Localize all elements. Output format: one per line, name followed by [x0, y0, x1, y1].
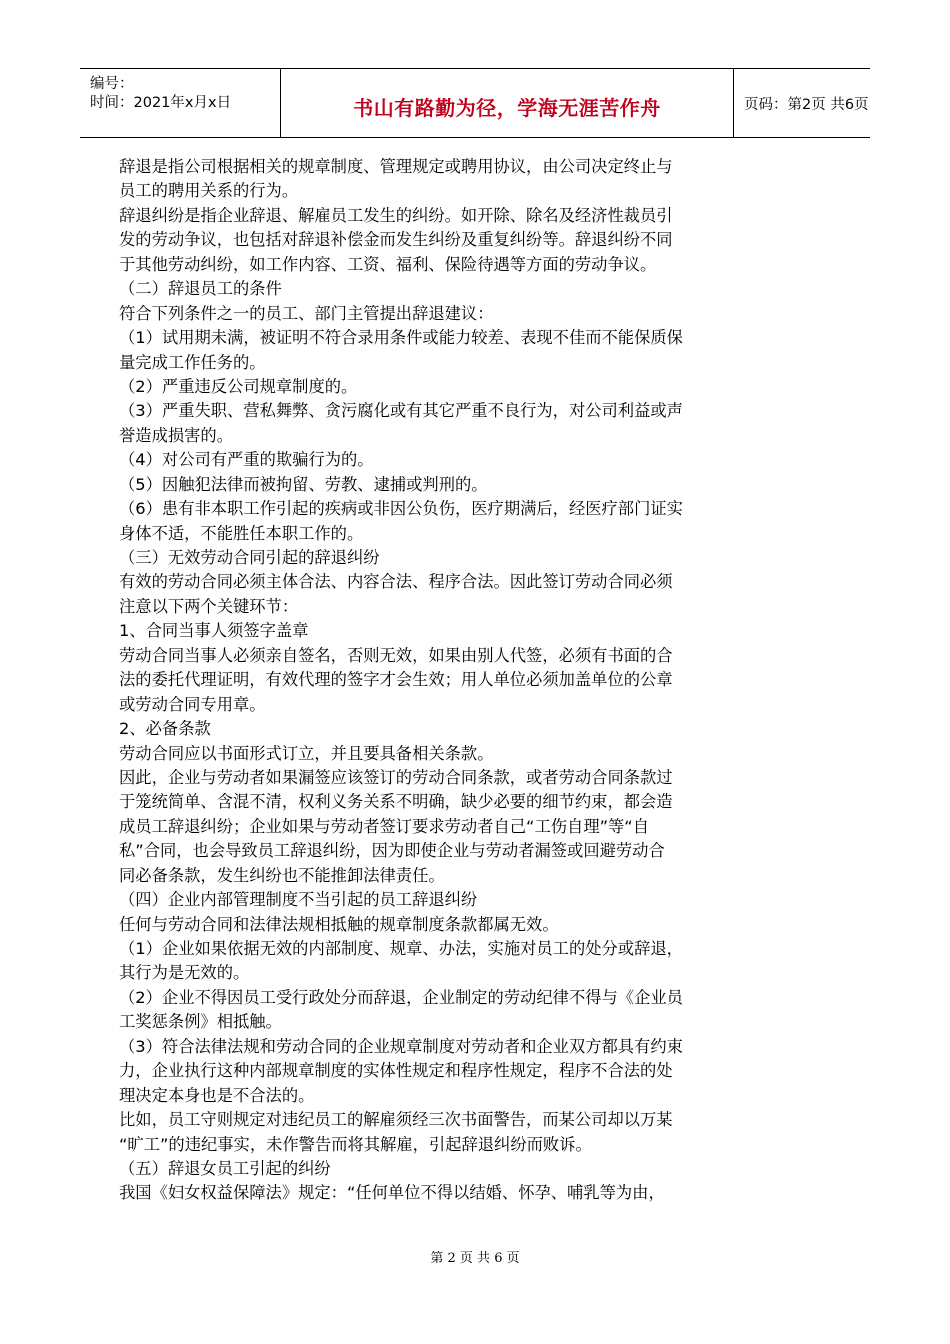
body-text-line: 辞退纠纷是指企业辞退、解雇员工发生的纠纷。如开除、除名及经济性裁员引 [119, 205, 673, 225]
body-text-line: （5）因触犯法律而被拘留、劳教、逮捕或判刑的。 [119, 474, 488, 494]
body-text-line: 2、必备条款 [119, 719, 211, 739]
body-text-line: 量完成工作任务的。 [119, 352, 266, 372]
body-text-line: （五）辞退女员工引起的纠纷 [119, 1158, 331, 1178]
body-text-line: （2）企业不得因员工受行政处分而辞退，企业制定的劳动纪律不得与《企业员 [119, 987, 683, 1007]
page-header [80, 68, 870, 138]
body-text-line: 因此，企业与劳动者如果漏签应该签订的劳动合同条款，或者劳动合同条款过 [119, 767, 673, 787]
document-number-label: 编号： [90, 76, 134, 92]
body-text-line: （4）对公司有严重的欺骗行为的。 [119, 450, 374, 470]
body-text-line: 或劳动合同专用章。 [119, 694, 266, 714]
document-time-label: 时间：2021年x月x日 [90, 95, 232, 111]
body-text-line: 同必备条款，发生纠纷也不能推卸法律责任。 [119, 865, 445, 885]
header-info-cell [80, 69, 281, 137]
body-text-line: 任何与劳动合同和法律法规相抵触的规章制度条款都属无效。 [119, 914, 559, 934]
body-text-line: 劳动合同当事人必须亲自签名，否则无效，如果由别人代签，必须有书面的合 [119, 645, 673, 665]
body-text-line: （1）试用期未满，被证明不符合录用条件或能力较差、表现不佳而不能保质保 [119, 328, 683, 348]
page-footer: 第 2 页 共 6 页 [430, 1251, 520, 1266]
body-text-line: （3）严重失职、营私舞弊、贪污腐化或有其它严重不良行为，对公司利益或声 [119, 401, 683, 421]
body-text-line: （6）患有非本职工作引起的疾病或非因公负伤，医疗期满后，经医疗部门证实 [119, 499, 683, 519]
body-text-line: （四）企业内部管理制度不当引起的员工辞退纠纷 [119, 890, 478, 910]
body-text-line: 理决定本身也是不合法的。 [119, 1085, 315, 1105]
body-text-line: 誉造成损害的。 [119, 425, 233, 445]
body-text-line: 于笼统简单、含混不清，权利义务关系不明确，缺少必要的细节约束，都会造 [119, 792, 673, 812]
body-text-line: 我国《妇女权益保障法》规定：“任何单位不得以结婚、怀孕、哺乳等为由， [119, 1183, 665, 1203]
header-page-cell [734, 69, 870, 137]
document-body [119, 155, 809, 1206]
body-text-line: 符合下列条件之一的员工、部门主管提出辞退建议： [119, 303, 494, 323]
header-motto-cell [281, 69, 734, 137]
body-text-line: （三）无效劳动合同引起的辞退纠纷 [119, 548, 380, 567]
body-text-line: （1）企业如果依据无效的内部制度、规章、办法，实施对员工的处分或辞退， [119, 939, 683, 958]
body-text-line: 工奖惩条例》相抵触。 [119, 1012, 282, 1032]
body-text-line: “旷工”的违纪事实，未作警告而将其解雇，引起辞退纠纷而败诉。 [119, 1134, 592, 1154]
body-text-line: 法的委托代理证明，有效代理的签字才会生效；用人单位必须加盖单位的公章 [119, 670, 673, 690]
body-text-line: 比如，员工守则规定对违纪员工的解雇须经三次书面警告，而某公司却以万某 [119, 1110, 673, 1130]
body-text-line: （3）符合法律法规和劳动合同的企业规章制度对劳动者和企业双方都具有约束 [119, 1036, 683, 1056]
body-text-line: 其行为是无效的。 [119, 963, 250, 983]
header-motto: 书山有路勤为径，学海无涯苦作舟 [353, 96, 661, 120]
body-text-line: 员工的聘用关系的行为。 [119, 181, 299, 201]
body-text-line: 劳动合同应以书面形式订立，并且要具备相关条款。 [119, 743, 494, 763]
body-text-line: 身体不适，不能胜任本职工作的。 [119, 523, 364, 543]
body-text-line: 成员工辞退纠纷；企业如果与劳动者签订要求劳动者自己“工伤自理”等“自 [119, 816, 650, 836]
body-text-line: 有效的劳动合同必须主体合法、内容合法、程序合法。因此签订劳动合同必须 [119, 572, 673, 592]
body-text-line: 1、合同当事人须签字盖章 [119, 621, 309, 641]
body-text-line: 注意以下两个关键环节： [119, 596, 299, 616]
body-text-line: （二）辞退员工的条件 [119, 279, 282, 299]
body-text-line: （2）严重违反公司规章制度的。 [119, 376, 358, 396]
header-page-number: 页码：第2页 共6页 [744, 97, 869, 113]
body-text-line: 于其他劳动纠纷，如工作内容、工资、福利、保险待遇等方面的劳动争议。 [119, 254, 657, 274]
body-text-line: 发的劳动争议，也包括对辞退补偿金而发生纠纷及重复纠纷等。辞退纠纷不同 [119, 230, 673, 250]
body-text-line: 私”合同，也会导致员工辞退纠纷，因为即使企业与劳动者漏签或回避劳动合 [119, 841, 665, 861]
body-text-line: 辞退是指公司根据相关的规章制度、管理规定或聘用协议，由公司决定终止与 [119, 157, 673, 176]
body-text-line: 力，企业执行这种内部规章制度的实体性规定和程序性规定，程序不合法的处 [119, 1061, 673, 1081]
